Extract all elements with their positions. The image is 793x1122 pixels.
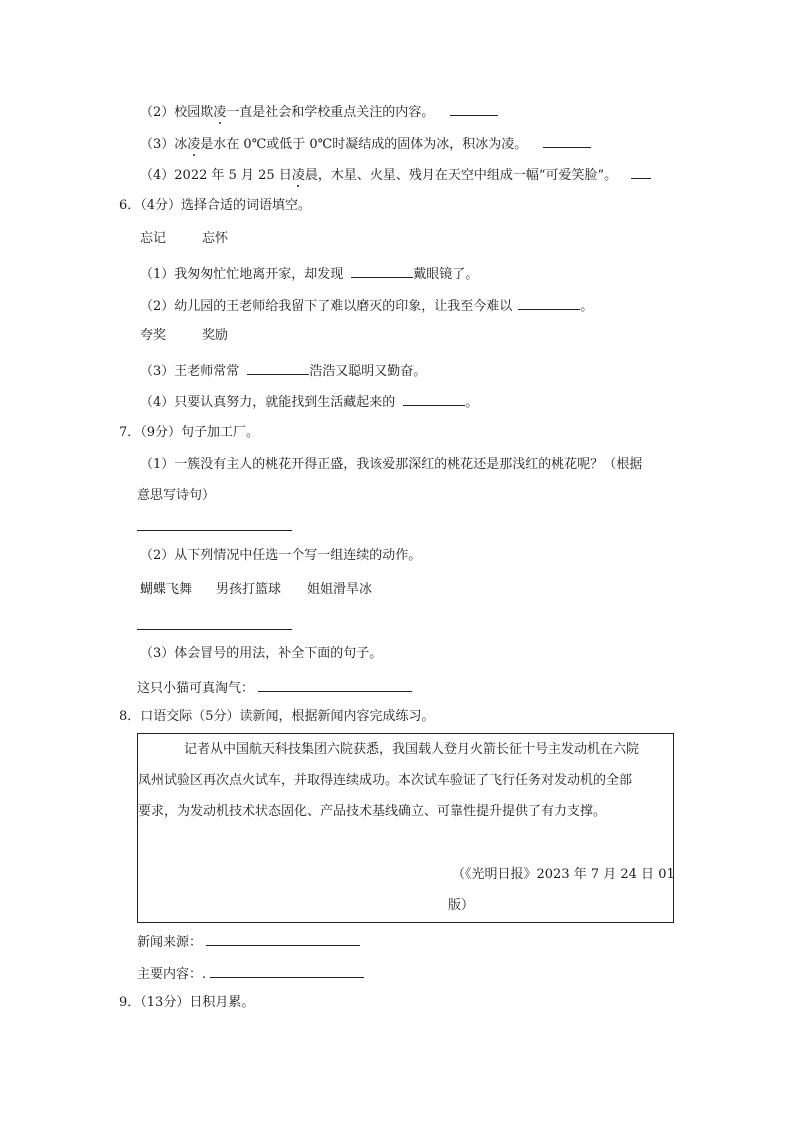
news-line: 凤州试验区再次点火试车，并取得连续成功。本次试车验证了飞行任务对发动机的全部 (138, 773, 633, 788)
q5-item-4: （4）2022 年 5 月 25 日凌晨，木星、火星、残月在天空中组成一幅“可爱笑脸”。 (140, 164, 651, 185)
q7-item-3-prompt: 这只小猫可真淘气： (137, 677, 412, 698)
q8-heading: 8．口语交际（5分）读新闻，根据新闻内容完成练习。 (119, 709, 435, 724)
q6-item-4: （4）只要认真努力，就能找到生活藏起来的 。 (140, 391, 478, 412)
news-line: 记者从中国航天科技集团六院获悉，我国载人登月火箭长征十号主发动机在六院 (184, 742, 640, 757)
option: 男孩打篮球 (216, 582, 282, 597)
answer-blank[interactable] (403, 391, 465, 406)
answer-blank[interactable] (543, 133, 591, 148)
q6-item-1: （1）我匆匆忙忙地离开家，却发现 戴眼镜了。 (140, 263, 478, 284)
option: 蝴蝶飞舞 (140, 582, 193, 597)
word-option: 忘怀 (202, 231, 229, 246)
word-option: 奖励 (202, 328, 229, 343)
main-content-field: 主要内容：. (137, 963, 364, 984)
q6-item-3: （3）王老师常常 浩浩又聪明又勤奋。 (140, 360, 426, 381)
q7-options (140, 581, 372, 599)
q7-heading: 7．（9分）句子加工厂。 (119, 425, 260, 440)
q9-heading: 9．（13分）日积月累。 (119, 995, 255, 1010)
q6-word-options-2 (140, 327, 228, 345)
news-source-citation: （《光明日报》2023 年 7 月 24 日 01 (452, 867, 675, 882)
answer-blank[interactable] (518, 295, 580, 310)
answer-blank[interactable] (351, 263, 413, 278)
answer-blank[interactable] (247, 360, 309, 375)
answer-line[interactable] (137, 530, 292, 531)
q6-word-options-1 (140, 230, 228, 248)
news-source-field: 新闻来源： (137, 931, 360, 952)
q6-item-2: （2）幼儿园的王老师给我留下了难以磨灭的印象，让我至今难以 。 (140, 295, 593, 316)
answer-line[interactable] (137, 629, 292, 630)
word-option: 忘记 (140, 231, 167, 246)
q7-item-1-line-1: （1）一簇没有主人的桃花开得正盛，我该爱那深红的桃花还是那浅红的桃花呢？（根据 (140, 457, 643, 472)
news-line: 要求，为发动机技术状态固化、产品技术基线确立、可靠性提升提供了有力支撑。 (138, 804, 607, 819)
q5-item-3: （3）冰凌是水在 0℃或低于 0℃时凝结成的固体为冰，积冰为凌。 (140, 133, 591, 154)
answer-blank[interactable] (206, 931, 360, 946)
q7-item-3: （3）体会冒号的用法，补全下面的句子。 (140, 646, 383, 661)
answer-blank[interactable] (450, 101, 498, 116)
answer-blank[interactable] (258, 677, 412, 692)
option: 姐姐滑旱冰 (307, 582, 373, 597)
q5-item-2: （2）校园欺凌一直是社会和学校重点关注的内容。 (140, 101, 498, 122)
word-option: 夸奖 (140, 328, 167, 343)
q7-item-1-line-2: 意思写诗句） (137, 488, 216, 503)
answer-blank[interactable] (631, 164, 651, 179)
answer-blank[interactable] (210, 963, 364, 978)
q6-heading: 6．（4分）选择合适的词语填空。 (119, 198, 312, 213)
news-source-citation-cont: 版） (448, 898, 475, 913)
q7-item-2: （2）从下列情况中任选一个写一组连续的动作。 (140, 548, 422, 563)
news-text (138, 741, 672, 821)
